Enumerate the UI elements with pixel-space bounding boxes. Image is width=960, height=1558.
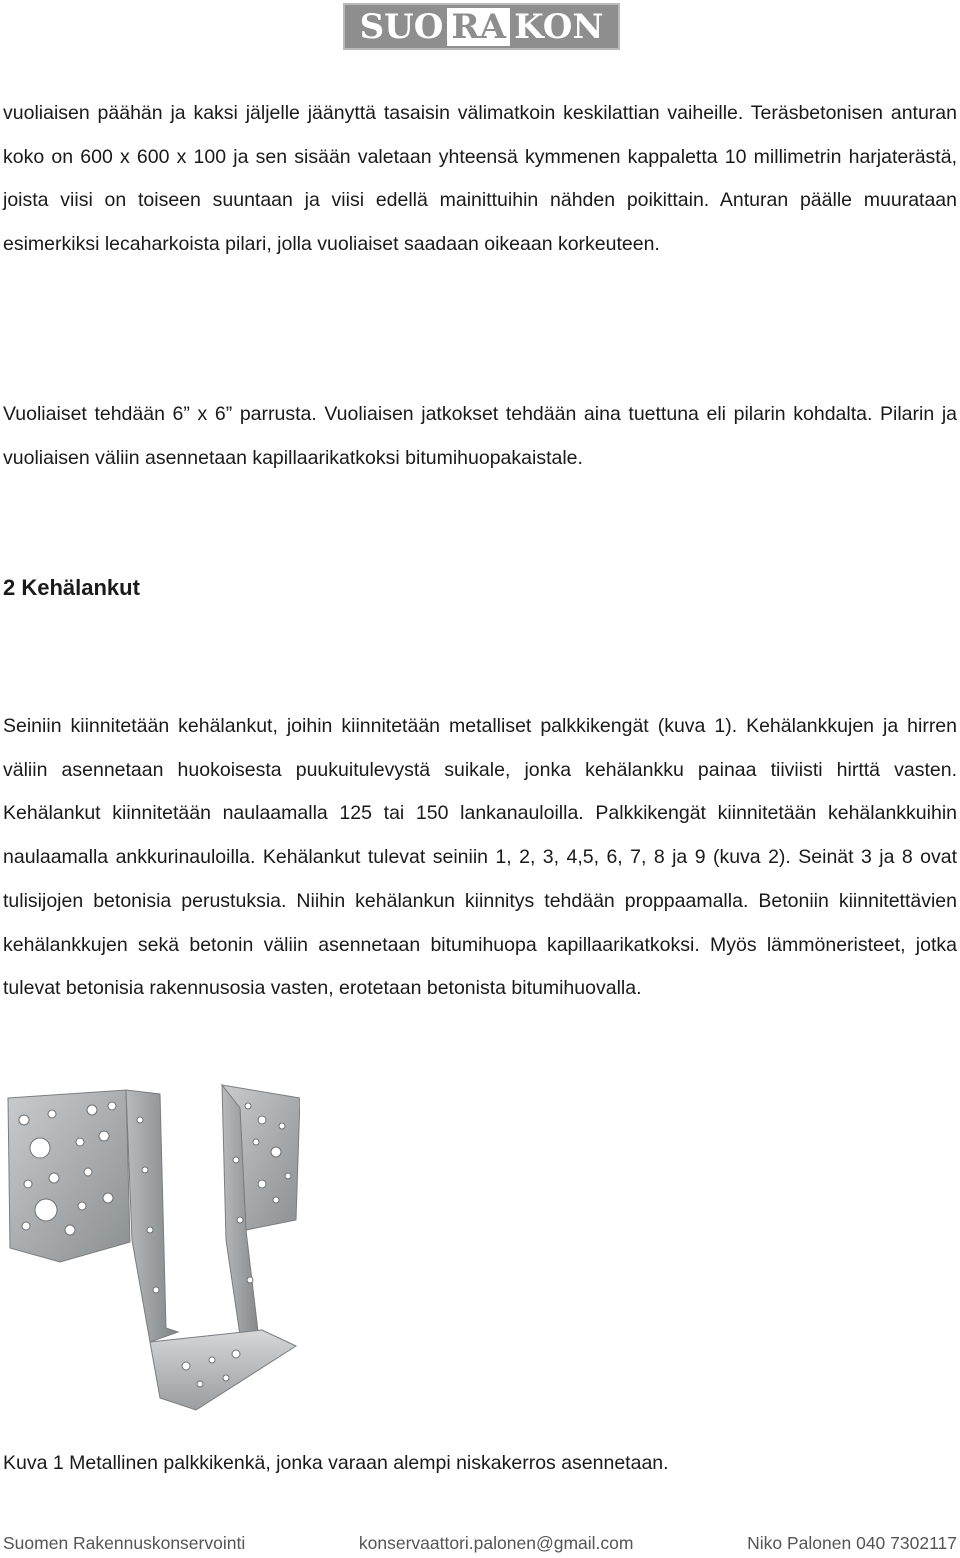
figure-caption: Kuva 1 Metallinen palkkikenkä, jonka varaan alempi niskakerros asennetaan.: [3, 1452, 669, 1474]
footer-contact: Niko Palonen 040 7302117: [747, 1533, 957, 1553]
paragraph-beams: Vuoliaiset tehdään 6” x 6” parrusta. Vuoliaisen jatkokset tehdään aina tuettuna eli pilarin kohdalta. Pilarin ja vuoliaisen väliin asennetaan kapillaarikatkoksi bitumihuopakaistale.: [3, 403, 957, 469]
logo-part-ra: RA: [447, 8, 510, 46]
footer-email[interactable]: konservaattori.palonen@gmail.com: [358, 1533, 634, 1553]
logo-part-kon: KON: [514, 6, 604, 47]
page-footer: [3, 1530, 957, 1556]
paragraph-foundation: vuoliaisen päähän ja kaksi jäljelle jäänyttä tasaisin välimatkoin keskilattian vaiheille. Teräsbetonisen anturan koko on 600 x 600 x 100 ja sen sisään valetaan yhteensä kymmenen kappaletta 10 millimetrin harjaterästä, joista viisi on toiseen suuntaan ja viisi edellä mainittuihin nähden poikittain. Anturan päälle muurataan esimerkiksi lecaharkoista pilari, jolla vuoliaiset saadaan oikeaan korkeuteen.: [3, 102, 957, 256]
footer-company: Suomen Rakennuskonservointi: [3, 1533, 246, 1553]
joist-hanger-image: [0, 1080, 300, 1420]
paragraph-rim-boards: Seiniin kiinnitetään kehälankut, joihin kiinnitetään metalliset palkkikengät (kuva 1). Kehälankkujen ja hirren väliin asennetaan huokoisesta puukuitulevystä suikale, jonka kehälankku painaa tiiviisti hirttä vasten. Kehälankut kiinnitetään naulaamalla 125 tai 150 lankanauloilla. Palkkikengät kiinnitetään kehälankkuihin naulaamalla ankkurinauloilla. Kehälankut tulevat seiniin 1, 2, 3, 4,5, 6, 7, 8 ja 9 (kuva 2). Seinät 3 ja 8 ovat tulisijojen betonisia perustuksia. Niihin kehälankun kiinnitys tehdään proppaamalla. Betoniin kiinnitettävien kehälankkujen sekä betonin väliin asennetaan bitumihuopa kapillaarikatkoksi. Myös lämmöneristeet, jotka tulevat betonisia rakennusosia vasten, erotetaan betonista bitumihuovalla.: [3, 715, 957, 1000]
section-heading: 2 Kehälankut: [3, 575, 140, 600]
company-logo: [343, 3, 620, 50]
logo-part-suo: SUO: [359, 6, 444, 47]
